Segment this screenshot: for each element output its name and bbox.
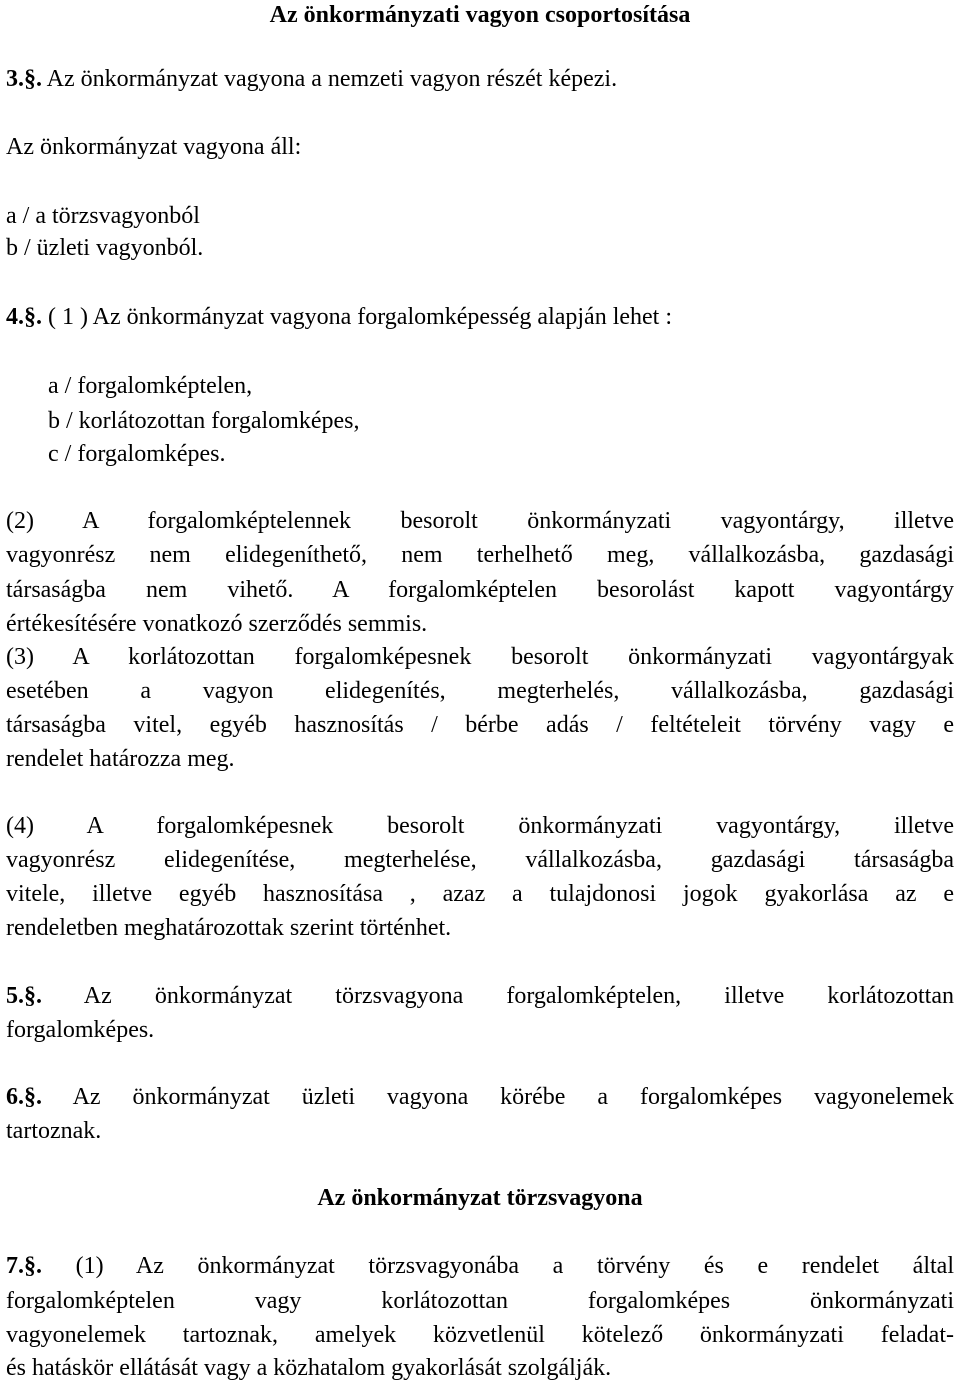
consists-intro: Az önkormányzat vagyona áll: [6, 134, 302, 160]
section-sign: §. [24, 1084, 42, 1110]
section-sign: §. [24, 304, 42, 330]
paragraph-line: rendeletben meghatározottak szerint történhet. [6, 915, 452, 941]
paragraph-line: vagyonelemek tartoznak, amelyek közvetlenül kötelező önkormányzati feladat- [6, 1322, 954, 1348]
section-number: 6. [6, 1084, 24, 1110]
section-text: ( 1 ) Az önkormányzat vagyona forgalomképesség alapján lehet : [42, 304, 673, 330]
paragraph-line: forgalomképes. [6, 1017, 155, 1043]
section-text: Az önkormányzat törzsvagyona forgalomképtelen, illetve korlátozottan [42, 983, 954, 1009]
section-text: Az önkormányzat vagyona a nemzeti vagyon részét képezi. [42, 66, 618, 92]
section-5 [6, 981, 954, 1011]
paragraph-line: és hatáskör ellátását vagy a közhatalom gyakorlását szolgálják. [6, 1355, 612, 1381]
section-sign: §. [24, 1253, 42, 1279]
paragraph-line: (2) A forgalomképtelennek besorolt önkormányzati vagyontárgy, illetve [6, 508, 954, 534]
list-item: b / korlátozottan forgalomképes, [48, 408, 360, 434]
paragraph-line: vitele, illetve egyéb hasznosítása , azaz a tulajdonosi jogok gyakorlása az e [6, 881, 954, 907]
section-text: (1) Az önkormányzat törzsvagyonába a törvény és e rendelet által [42, 1253, 954, 1279]
paragraph-line: vagyonrész nem elidegeníthető, nem terhelhető meg, vállalkozásba, gazdasági [6, 542, 954, 568]
paragraph-line: (4) A forgalomképesnek besorolt önkormányzati vagyontárgy, illetve [6, 813, 954, 839]
paragraph-line: értékesítésére vonatkozó szerződés semmis. [6, 611, 428, 637]
paragraph-line: társaságba nem vihető. A forgalomképtelen besorolást kapott vagyontárgy [6, 577, 954, 603]
section-sign: §. [24, 66, 42, 92]
paragraph-line: társaságba vitel, egyéb hasznosítás / bérbe adás / feltételeit törvény vagy e [6, 712, 954, 738]
list-item: a / forgalomképtelen, [48, 373, 253, 399]
paragraph-line: esetében a vagyon elidegenítés, megterhelés, vállalkozásba, gazdasági [6, 678, 954, 704]
section-3 [6, 64, 617, 94]
paragraph-line: tartoznak. [6, 1118, 102, 1144]
section-4 [6, 302, 672, 332]
list-item: a / a törzsvagyonból [6, 203, 200, 229]
page-title: Az önkormányzati vagyon csoportosítása [269, 2, 691, 28]
paragraph-line: vagyonrész elidegenítése, megterhelése, vállalkozásba, gazdasági társaságba [6, 847, 954, 873]
section-7 [6, 1251, 954, 1281]
section-number: 5. [6, 983, 24, 1009]
list-item: c / forgalomképes. [48, 441, 226, 467]
section-title: Az önkormányzat törzsvagyona [317, 1185, 643, 1211]
list-item: b / üzleti vagyonból. [6, 235, 204, 261]
paragraph-line: forgalomképtelen vagy korlátozottan forgalomképes önkormányzati [6, 1288, 954, 1314]
section-sign: §. [24, 983, 42, 1009]
paragraph-line: rendelet határozza meg. [6, 746, 235, 772]
section-number: 4. [6, 304, 24, 330]
section-number: 7. [6, 1253, 24, 1279]
section-text: Az önkormányzat üzleti vagyona körébe a forgalomképes vagyonelemek [42, 1084, 954, 1110]
paragraph-line: (3) A korlátozottan forgalomképesnek besorolt önkormányzati vagyontárgyak [6, 644, 954, 670]
section-6 [6, 1082, 954, 1112]
section-number: 3. [6, 66, 24, 92]
